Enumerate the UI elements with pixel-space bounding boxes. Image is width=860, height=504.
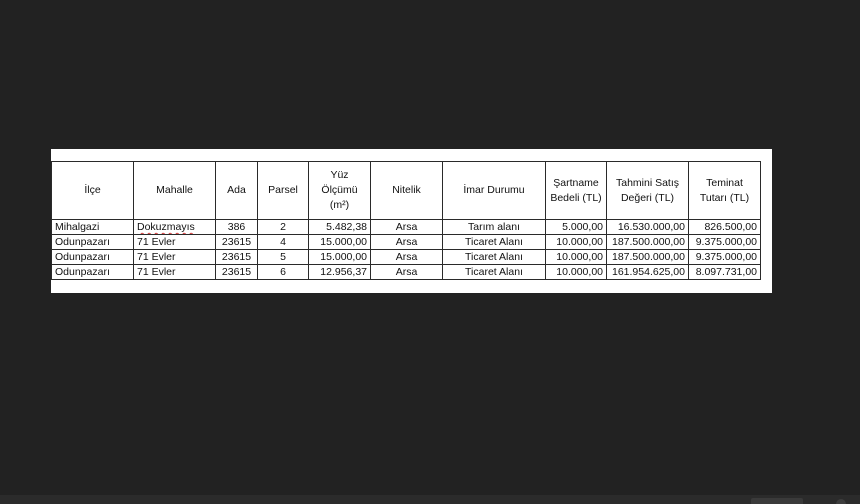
cell-mahalle [134,220,216,235]
cell-nitelik: Arsa [371,250,443,265]
cell-mahalle: 71 Evler [134,250,216,265]
cell-parsel: 5 [258,250,309,265]
table-row [52,220,761,235]
cell-mahalle: 71 Evler [134,265,216,280]
cell-imar-durumu: Ticaret Alanı [443,235,546,250]
cell-imar-durumu: Ticaret Alanı [443,250,546,265]
cell-sartname-bedeli: 5.000,00 [546,220,607,235]
header-ilce: İlçe [52,162,134,220]
toolbar-round-button[interactable] [836,499,846,504]
cell-sartname-bedeli: 10.000,00 [546,235,607,250]
cell-teminat-tutari: 9.375.000,00 [689,250,761,265]
header-sartname-bedeli: Şartname Bedeli (TL) [546,162,607,220]
cell-parsel: 6 [258,265,309,280]
header-teminat-tutari: Teminat Tutarı (TL) [689,162,761,220]
cell-tahmini-satis-degeri: 187.500.000,00 [607,235,689,250]
cell-imar-durumu: Ticaret Alanı [443,265,546,280]
cell-yuz-olcumu: 5.482,38 [309,220,371,235]
document-sheet [51,149,772,293]
spellcheck-underlined-text: Dokuzmayıs [137,221,195,233]
cell-yuz-olcumu: 15.000,00 [309,250,371,265]
cell-ada: 23615 [216,235,258,250]
cell-mahalle: 71 Evler [134,235,216,250]
cell-teminat-tutari: 8.097.731,00 [689,265,761,280]
cell-ilce: Odunpazarı [52,235,134,250]
cell-ilce: Odunpazarı [52,250,134,265]
cell-yuz-olcumu: 12.956,37 [309,265,371,280]
cell-parsel: 2 [258,220,309,235]
table-row [52,235,761,250]
cell-teminat-tutari: 826.500,00 [689,220,761,235]
header-yuz-olcumu: Yüz Ölçümü (m²) [309,162,371,220]
cell-nitelik: Arsa [371,220,443,235]
cell-teminat-tutari: 9.375.000,00 [689,235,761,250]
cell-yuz-olcumu: 15.000,00 [309,235,371,250]
table-header-row [52,162,761,220]
bottom-toolbar [0,495,860,504]
header-tahmini-satis-degeri: Tahmini Satış Değeri (TL) [607,162,689,220]
header-imar-durumu: İmar Durumu [443,162,546,220]
table-row [52,250,761,265]
toolbar-button[interactable] [751,498,803,504]
cell-tahmini-satis-degeri: 16.530.000,00 [607,220,689,235]
cell-tahmini-satis-degeri: 187.500.000,00 [607,250,689,265]
cell-ilce: Mihalgazi [52,220,134,235]
header-parsel: Parsel [258,162,309,220]
parcel-table [51,161,761,280]
table-row [52,265,761,280]
cell-sartname-bedeli: 10.000,00 [546,265,607,280]
cell-ada: 23615 [216,250,258,265]
header-ada: Ada [216,162,258,220]
header-nitelik: Nitelik [371,162,443,220]
header-mahalle: Mahalle [134,162,216,220]
cell-parsel: 4 [258,235,309,250]
cell-ilce: Odunpazarı [52,265,134,280]
cell-nitelik: Arsa [371,265,443,280]
cell-imar-durumu: Tarım alanı [443,220,546,235]
cell-nitelik: Arsa [371,235,443,250]
cell-sartname-bedeli: 10.000,00 [546,250,607,265]
cell-ada: 23615 [216,265,258,280]
cell-ada: 386 [216,220,258,235]
cell-tahmini-satis-degeri: 161.954.625,00 [607,265,689,280]
